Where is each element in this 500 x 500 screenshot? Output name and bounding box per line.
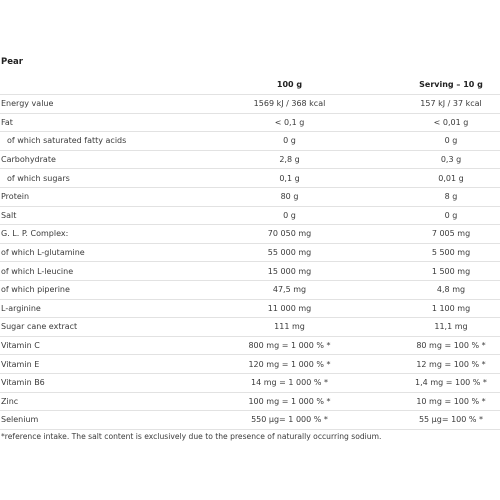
value-per-serving: 1,4 mg = 100 % * <box>362 373 500 392</box>
value-per-100g: 1569 kJ / 368 kcal <box>217 95 362 114</box>
nutrient-name: Vitamin C <box>0 336 217 355</box>
table-row <box>0 150 500 169</box>
value-per-serving: 12 mg = 100 % * <box>362 355 500 374</box>
nutrient-name: Energy value <box>0 95 217 114</box>
value-per-serving: 1 500 mg <box>362 262 500 281</box>
value-per-100g: 120 mg = 1 000 % * <box>217 355 362 374</box>
value-per-100g: < 0,1 g <box>217 113 362 132</box>
value-per-100g: 80 g <box>217 187 362 206</box>
nutrient-name: Fat <box>0 113 217 132</box>
value-per-serving: 8 g <box>362 187 500 206</box>
value-per-serving: < 0,01 g <box>362 113 500 132</box>
value-per-serving: 80 mg = 100 % * <box>362 336 500 355</box>
nutrient-name: Carbohydrate <box>0 150 217 169</box>
value-per-serving: 7 005 mg <box>362 225 500 244</box>
value-per-100g: 0,1 g <box>217 169 362 188</box>
table-row <box>0 243 500 262</box>
value-per-100g: 800 mg = 1 000 % * <box>217 336 362 355</box>
value-per-serving: 11,1 mg <box>362 318 500 337</box>
value-per-serving: 157 kJ / 37 kcal <box>362 95 500 114</box>
table-row <box>0 373 500 392</box>
product-flavor-title: Pear <box>1 57 23 67</box>
table-body <box>0 95 500 430</box>
nutrient-name: of which piperine <box>0 280 217 299</box>
value-per-100g: 55 000 mg <box>217 243 362 262</box>
header-per-100g: 100 g <box>276 79 303 89</box>
value-per-serving: 55 µg= 100 % * <box>362 411 500 430</box>
table-row <box>0 392 500 411</box>
value-per-100g: 111 mg <box>217 318 362 337</box>
value-per-100g: 550 µg= 1 000 % * <box>217 411 362 430</box>
nutrient-name: Vitamin B6 <box>0 373 217 392</box>
table-row <box>0 95 500 114</box>
value-per-serving: 10 mg = 100 % * <box>362 392 500 411</box>
table-row <box>0 411 500 430</box>
footnote: *reference intake. The salt content is exclusively due to the presence of naturally occurring sodium. <box>1 432 382 441</box>
value-per-100g: 2,8 g <box>217 150 362 169</box>
nutrient-name: G. L. P. Complex: <box>0 225 217 244</box>
table-row <box>0 262 500 281</box>
value-per-serving: 0 g <box>362 206 500 225</box>
value-per-serving: 1 100 mg <box>362 299 500 318</box>
value-per-100g: 14 mg = 1 000 % * <box>217 373 362 392</box>
value-per-100g: 70 050 mg <box>217 225 362 244</box>
header-per-serving: Serving – 10 g <box>419 79 483 89</box>
nutrient-name: of which sugars <box>0 169 217 188</box>
table-row <box>0 113 500 132</box>
nutrient-name: Sugar cane extract <box>0 318 217 337</box>
table-row <box>0 132 500 151</box>
header-nutrient <box>0 74 217 95</box>
table-row <box>0 355 500 374</box>
nutrient-name: of which L-glutamine <box>0 243 217 262</box>
value-per-100g: 100 mg = 1 000 % * <box>217 392 362 411</box>
table-row <box>0 336 500 355</box>
value-per-serving: 5 500 mg <box>362 243 500 262</box>
table-row <box>0 206 500 225</box>
nutrient-name: Selenium <box>0 411 217 430</box>
table-row <box>0 225 500 244</box>
nutrient-name: Salt <box>0 206 217 225</box>
table-row <box>0 169 500 188</box>
table-row <box>0 299 500 318</box>
table-row <box>0 318 500 337</box>
value-per-100g: 0 g <box>217 132 362 151</box>
nutrient-name: Protein <box>0 187 217 206</box>
table-row <box>0 280 500 299</box>
nutrient-name: Vitamin E <box>0 355 217 374</box>
value-per-serving: 0,3 g <box>362 150 500 169</box>
nutrition-table <box>0 74 500 430</box>
value-per-100g: 11 000 mg <box>217 299 362 318</box>
value-per-100g: 0 g <box>217 206 362 225</box>
value-per-serving: 0,01 g <box>362 169 500 188</box>
nutrient-name: L-arginine <box>0 299 217 318</box>
value-per-serving: 0 g <box>362 132 500 151</box>
table-header-row <box>0 74 500 95</box>
value-per-serving: 4,8 mg <box>362 280 500 299</box>
nutrient-name: of which saturated fatty acids <box>0 132 217 151</box>
value-per-100g: 15 000 mg <box>217 262 362 281</box>
nutrient-name: Zinc <box>0 392 217 411</box>
value-per-100g: 47,5 mg <box>217 280 362 299</box>
nutrient-name: of which L-leucine <box>0 262 217 281</box>
table-row <box>0 187 500 206</box>
